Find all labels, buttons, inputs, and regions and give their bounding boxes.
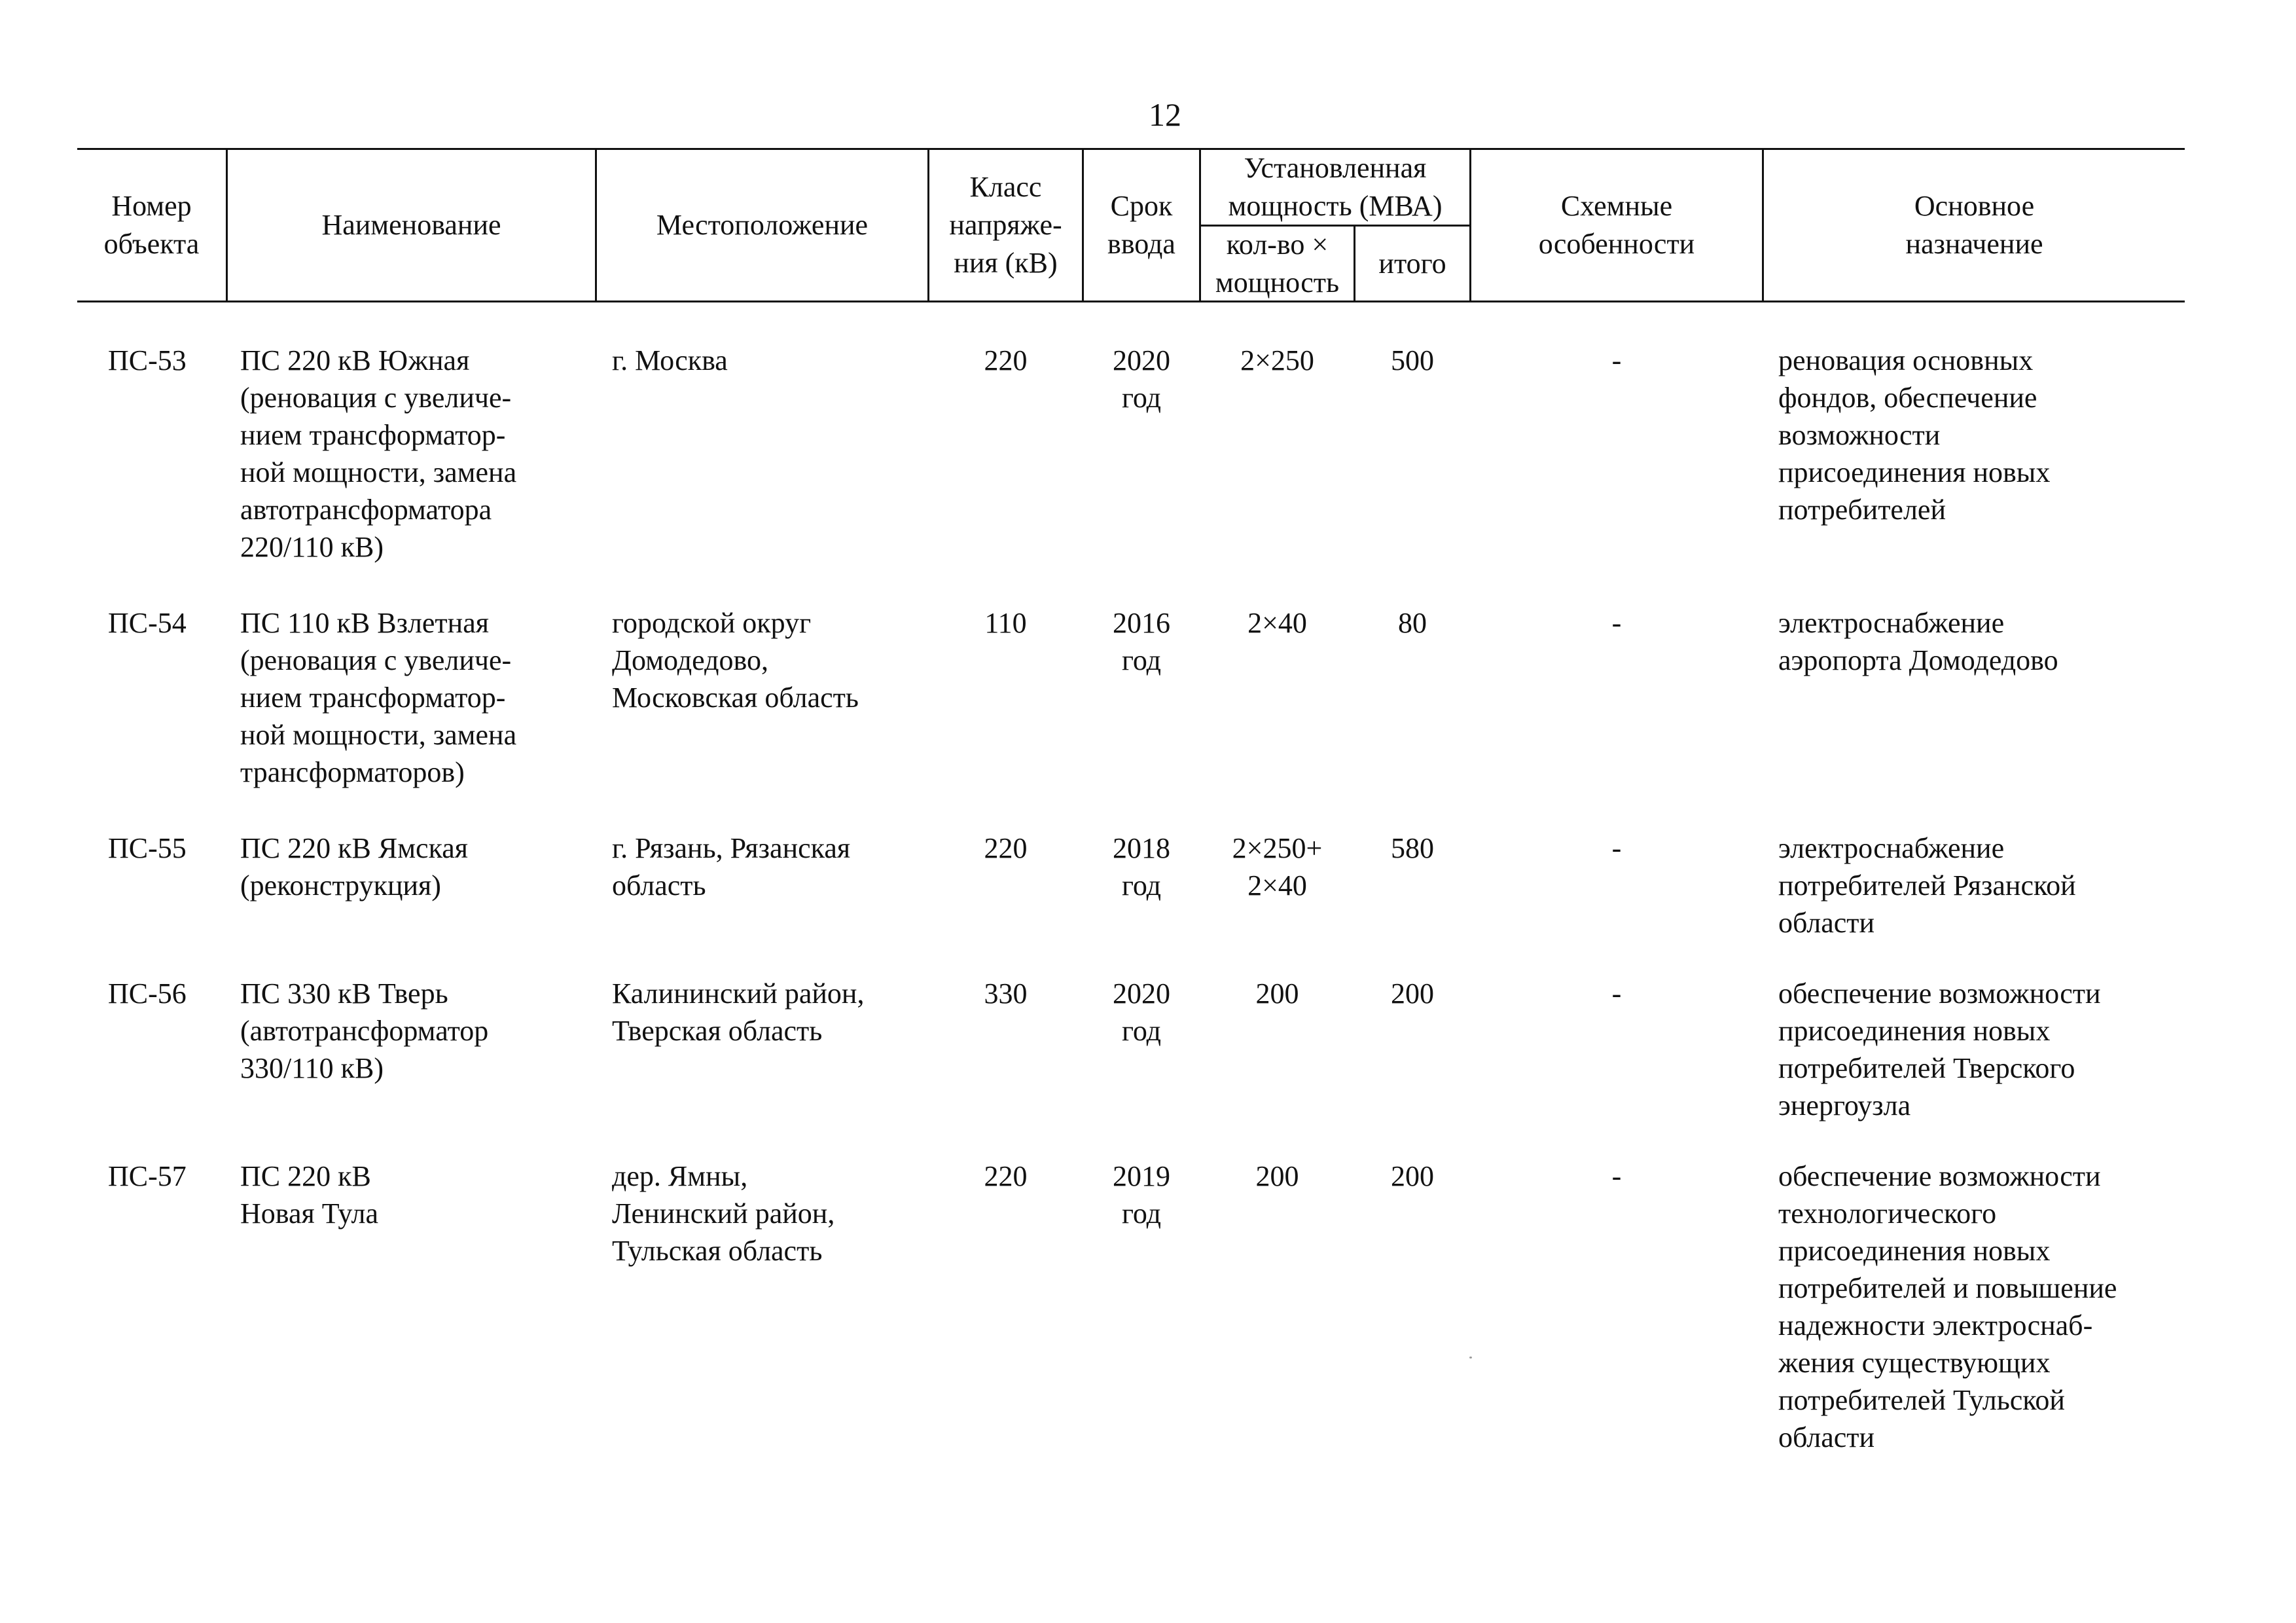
header-term: Срок ввода [1107, 190, 1175, 260]
row-scheme: - [1611, 344, 1622, 376]
row-name: ПС 330 кВ Тверь (автотрансформатор 330/110 кВ) [240, 977, 489, 1084]
row-purpose: реновация основных фондов, обеспечение возможности присоединения новых потребителей [1778, 344, 2051, 526]
row-count-power: 2×40 [1247, 607, 1307, 639]
row-count-power: 2×250+ 2×40 [1232, 832, 1323, 902]
row-purpose: обеспечение возможности технологического присоединения новых потребителей и повышение надежности электроснаб- жения существующих потребителей Тульской области [1778, 1160, 2117, 1453]
row-count-power: 2×250 [1240, 344, 1314, 376]
header-purpose: Основное назначение [1905, 190, 2043, 260]
row-number: ПС-53 [108, 344, 187, 376]
row-term: 2016 год [1113, 607, 1170, 676]
row-scheme: - [1611, 977, 1622, 1010]
row-voltage: 110 [984, 607, 1027, 639]
scan-speck [1469, 1357, 1472, 1359]
header-power-total: итого [1378, 247, 1446, 280]
row-purpose: электроснабжение аэропорта Домодедово [1778, 607, 2058, 676]
row-name: ПС 220 кВ Ямская (реконструкция) [240, 832, 469, 902]
row-number: ПС-54 [108, 607, 187, 639]
row-term: 2019 год [1113, 1160, 1170, 1230]
header-scheme: Схемные особенности [1538, 190, 1695, 260]
row-term: 2020 год [1113, 344, 1170, 414]
header-name: Наименование [321, 209, 501, 241]
row-name: ПС 110 кВ Взлетная (реновация с увеличе- нием трансформатор- ной мощности, замена трансформаторов) [240, 607, 517, 788]
row-term: 2018 год [1113, 832, 1170, 902]
row-purpose: обеспечение возможности присоединения новых потребителей Тверского энергоузла [1778, 977, 2101, 1122]
header-power-count: кол-во × мощность [1215, 228, 1340, 299]
row-voltage: 220 [984, 344, 1028, 376]
row-voltage: 330 [984, 977, 1028, 1010]
row-name: ПС 220 кВ Южная (реновация с увеличе- нием трансформатор- ной мощности, замена автотрансформатора 220/110 кВ) [240, 344, 517, 563]
header-power: Установленная мощность (МВА) [1228, 152, 1443, 222]
row-location: городской округ Домодедово, Московская область [612, 607, 859, 714]
row-scheme: - [1611, 607, 1622, 639]
row-number: ПС-55 [108, 832, 187, 864]
row-location: г. Москва [612, 344, 728, 376]
header-bottom-rule [77, 301, 2185, 302]
row-name: ПС 220 кВ Новая Тула [240, 1160, 378, 1230]
row-term: 2020 год [1113, 977, 1170, 1047]
row-total: 200 [1391, 977, 1434, 1010]
header-number: Номер объекта [103, 190, 200, 260]
header-voltage: Класс напряже- ния (кВ) [949, 171, 1062, 279]
row-voltage: 220 [984, 832, 1028, 864]
row-total: 500 [1391, 344, 1434, 376]
row-location: Калининский район, Тверская область [612, 977, 865, 1047]
page-number: 12 [1149, 96, 1181, 133]
row-count-power: 200 [1255, 977, 1299, 1010]
header-location: Местоположение [656, 209, 869, 241]
row-total: 580 [1391, 832, 1434, 864]
row-total: 200 [1391, 1160, 1434, 1192]
row-scheme: - [1611, 1160, 1622, 1192]
row-scheme: - [1611, 832, 1622, 864]
row-number: ПС-57 [108, 1160, 187, 1192]
row-number: ПС-56 [108, 977, 187, 1010]
row-voltage: 220 [984, 1160, 1028, 1192]
row-location: г. Рязань, Рязанская область [612, 832, 851, 902]
row-total: 80 [1398, 607, 1427, 639]
row-location: дер. Ямны, Ленинский район, Тульская область [612, 1160, 835, 1267]
row-purpose: электроснабжение потребителей Рязанской области [1778, 832, 2076, 939]
row-count-power: 200 [1255, 1160, 1299, 1192]
